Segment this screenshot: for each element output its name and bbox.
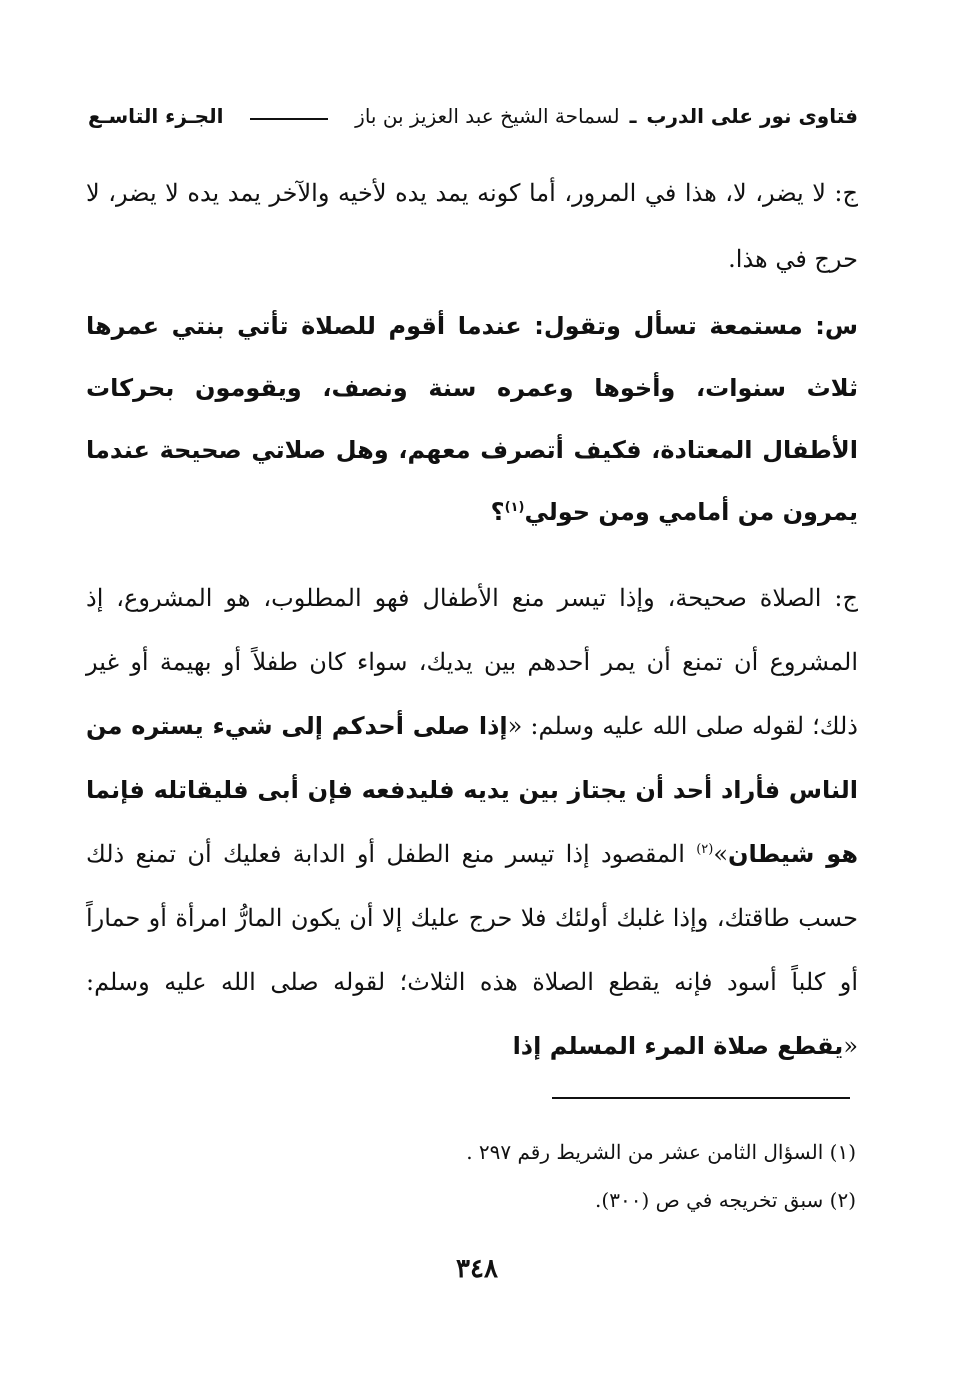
question-mark: ؟ — [490, 498, 505, 526]
header-dash: ـ — [629, 104, 637, 128]
author-name: لسماحة الشيخ عبد العزيز بن باز — [355, 104, 620, 128]
footnote-ref-2: (٢) — [696, 842, 714, 857]
answer-text-2: المقصود إذا تيسر منع الطفل أو الدابة فعليك أن تمنع ذلك حسب طاقتك، وإذا غلبك أولئك فلا حرج عليك إلا أن يكون المارُّ امرأة أو حماراً أو كلباً أسود فإنه يقطع الصلاة هذه الثلاث؛ لقوله صلى الله عليه وسلم: « — [86, 840, 859, 1060]
question-paragraph — [86, 295, 858, 543]
page-number: ٣٤٨ — [456, 1254, 498, 1284]
hadith-quote-2: يقطع صلاة المرء المسلم إذا — [512, 1032, 844, 1060]
question-text: س: مستمعة تسأل وتقول: عندما أقوم للصلاة تأتي بنتي عمرها ثلاث سنوات، وأخوها وعمره سنة ونصف، ويقومون بحركات الأطفال المعتادة، فكيف أتصرف معهم، وهل صلاتي صحيحة عندما يمرون من أمامي ومن حولي — [86, 312, 858, 526]
book-title: فتاوى نور على الدرب — [646, 104, 858, 128]
answer-paragraph-1: ج: لا يضر، لا، هذا في المرور، أما كونه يمد يده لأخيه والآخر يمد يده لا يضر، لا حرج في هذا. — [86, 179, 858, 273]
footnote-separator — [552, 1097, 850, 1099]
footnote-ref-1: (١) — [504, 500, 525, 515]
header-title-group — [355, 104, 858, 128]
quote-close-1: » — [713, 840, 729, 868]
running-header — [88, 96, 858, 136]
answer-paragraph-2 — [86, 566, 858, 1078]
footnote-1: (١) السؤال الثامن عشر من الشريط رقم ٢٩٧ . — [466, 1140, 856, 1164]
footnote-2: (٢) سبق تخريجه في ص (٣٠٠). — [595, 1188, 856, 1212]
volume-label: الجـزء التاسـع — [88, 104, 224, 128]
header-rule — [250, 118, 328, 120]
hadith-quote-1: إذا صلى أحدكم إلى شيء يستره من الناس فأراد أحد أن يجتاز بين يديه فليدفعه فإن أبى فليقاتله فإنما هو شيطان — [86, 712, 858, 868]
answer-text-1: ج: الصلاة صحيحة، وإذا تيسر منع الأطفال فهو المطلوب، هو المشروع، إذ المشروع أن تمنع أن يمر أحدهم بين يديك، سواء كان طفلاً أو بهيمة أو غير ذلك؛ لقوله صلى الله عليه وسلم: « — [86, 584, 858, 740]
footnotes — [86, 1128, 856, 1224]
